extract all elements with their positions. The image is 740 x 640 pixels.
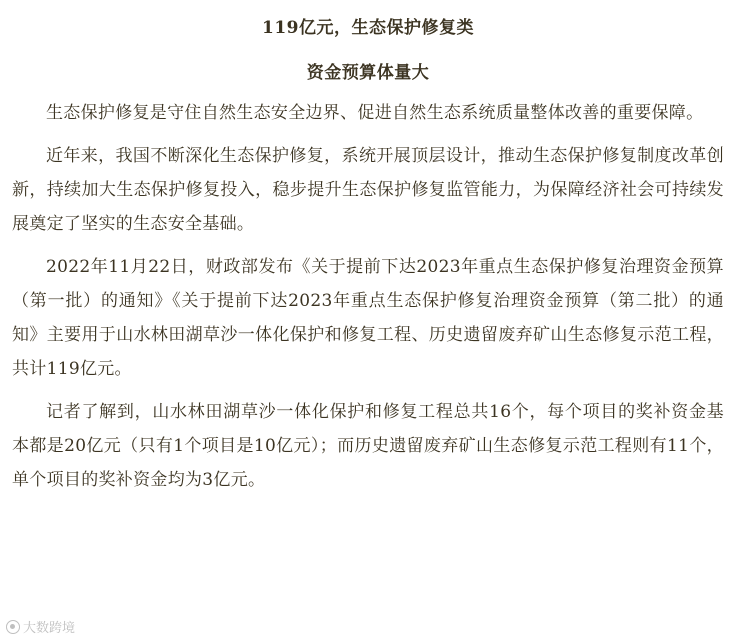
- paragraph-4: 记者了解到，山水林田湖草沙一体化保护和修复工程总共16个，每个项目的奖补资金基本都是20亿元（只有1个项目是10亿元）；而历史遗留废弃矿山生态修复示范工程则有11个，单个项目的奖补资金均为3亿元。: [12, 402, 724, 490]
- watermark-text: 大数跨境: [23, 621, 76, 636]
- article-title-line-2: 资金预算体量大: [306, 63, 430, 83]
- article-title-line-1: 119亿元，生态保护修复类: [262, 18, 474, 38]
- paragraph-2: 近年来，我国不断深化生态保护修复，系统开展顶层设计，推动生态保护修复制度改革创新，持续加大生态保护修复投入，稳步提升生态保护修复监管能力，为保障经济社会可持续发展奠定了坚实的生态安全基础。: [12, 146, 724, 234]
- watermark: [6, 617, 75, 636]
- paragraph-1: 生态保护修复是守住自然生态安全边界、促进自然生态系统质量整体改善的重要保障。: [46, 103, 704, 123]
- camera-icon: [6, 620, 20, 634]
- article: [12, 8, 724, 497]
- paragraph-3: 2022年11月22日，财政部发布《关于提前下达2023年重点生态保护修复治理资金预算（第一批）的通知》《关于提前下达2023年重点生态保护修复治理资金预算（第二批）的通知》主要用于山水林田湖草沙一体化保护和修复工程、历史遗留废弃矿山生态修复示范工程，共计119亿元。: [12, 257, 724, 379]
